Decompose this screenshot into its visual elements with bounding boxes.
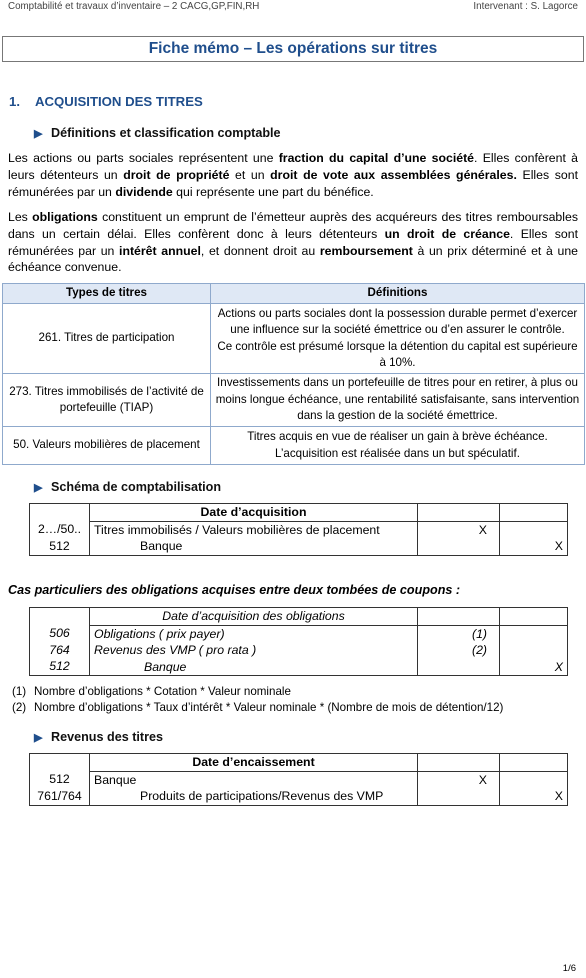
column-header-types: Types de titres bbox=[3, 284, 211, 304]
subheading-label: Revenus des titres bbox=[51, 730, 163, 744]
header-course: Comptabilité et travaux d’inventaire – 2 CACG,GP,FIN,RH bbox=[8, 1, 260, 12]
type-cell: 50. Valeurs mobilières de placement bbox=[3, 427, 211, 465]
note-item: (1) Nombre d’obligations * Cotation * Valeur nominale bbox=[12, 685, 291, 698]
table-row bbox=[3, 304, 585, 374]
debit-column: (1) (2) bbox=[418, 625, 500, 676]
page-title: Fiche mémo – Les opérations sur titres bbox=[2, 36, 584, 62]
type-cell: 261. Titres de participation bbox=[3, 304, 211, 374]
table-row bbox=[3, 427, 585, 465]
triangle-bullet-icon: ▶ bbox=[34, 732, 43, 744]
subheading-definitions bbox=[34, 126, 281, 140]
triangle-bullet-icon: ▶ bbox=[34, 128, 43, 140]
column-header-definitions: Définitions bbox=[211, 284, 585, 304]
definition-cell: Actions ou parts sociales dont la possession durable permet d’exercer une influence sur la société émettrice ou d’en assurer le contrôle. Ce contrôle est présumé lorsque la détention du capital est supérieure à 10%. bbox=[211, 304, 585, 374]
definition-cell: Investissements dans un portefeuille de titres pour en retirer, à plus ou moins longue échéance, une rentabilité satisfaisante, sans intervention dans la gestion de la société émettrice. bbox=[211, 374, 585, 427]
type-cell: 273. Titres immobilisés de l’activité de portefeuille (TIAP) bbox=[3, 374, 211, 427]
securities-types-table bbox=[2, 283, 585, 465]
journal-entry-obligations bbox=[29, 607, 568, 676]
account-labels: Obligations ( prix payer) Revenus des VMP ( pro rata ) Banque bbox=[90, 625, 418, 676]
subheading-revenus bbox=[34, 730, 163, 744]
page-header bbox=[0, 0, 586, 14]
account-labels: Titres immobilisés / Valeurs mobilières de placement Banque bbox=[90, 521, 418, 555]
subheading-label: Schéma de comptabilisation bbox=[51, 480, 222, 494]
section-label: ACQUISITION DES TITRES bbox=[35, 94, 203, 109]
credit-column: X bbox=[500, 521, 568, 555]
debit-column: X bbox=[418, 521, 500, 555]
debit-column: X bbox=[418, 771, 500, 805]
journal-entry-acquisition bbox=[29, 503, 568, 556]
special-case-title: Cas particuliers des obligations acquises entre deux tombées de coupons : bbox=[8, 583, 461, 597]
paragraph-obligations: Les obligations constituent un emprunt de l’émetteur auprès des acquéreurs des titres remboursables dans un certain délai. Elles confèrent donc à leurs détenteurs un droit de créance. Elles sont rémunérées par un intérêt annuel, et donnent droit au remboursement à un prix déterminé et à une échéance convenue. bbox=[8, 210, 579, 275]
formula-notes bbox=[12, 684, 503, 716]
subheading-schema bbox=[34, 480, 221, 494]
journal-entry-revenus bbox=[29, 753, 568, 806]
subheading-label: Définitions et classification comptable bbox=[51, 126, 281, 140]
account-numbers: 512 761/764 bbox=[30, 771, 90, 805]
entry-date: Date d’encaissement bbox=[90, 754, 418, 772]
paragraph-actions: Les actions ou parts sociales représentent une fraction du capital d’une société. Elles confèrent à leurs détenteurs un droit de propriété et un droit de vote aux assemblées générales. Elles sont rémunérées par un dividende qui représente une part du bénéfice. bbox=[8, 151, 579, 199]
definition-cell: Titres acquis en vue de réaliser un gain à brève échéance. L’acquisition est réalisée dans un but spéculatif. bbox=[211, 427, 585, 465]
credit-column: X bbox=[500, 771, 568, 805]
table-header-row bbox=[3, 284, 585, 304]
account-numbers: 2…/50.. 512 bbox=[30, 521, 90, 555]
account-labels: Banque Produits de participations/Revenus des VMP bbox=[90, 771, 418, 805]
triangle-bullet-icon: ▶ bbox=[34, 482, 43, 494]
entry-date: Date d’acquisition bbox=[90, 504, 418, 522]
account-numbers: 506 764 512 bbox=[30, 625, 90, 676]
page-number: 1/6 bbox=[562, 963, 576, 974]
section-number: 1. bbox=[9, 94, 20, 109]
header-teacher: Intervenant : S. Lagorce bbox=[473, 1, 578, 12]
entry-date: Date d’acquisition des obligations bbox=[90, 608, 418, 626]
credit-column: X bbox=[500, 625, 568, 676]
table-row bbox=[3, 374, 585, 427]
section-heading bbox=[9, 94, 203, 109]
note-item: (2) Nombre d’obligations * Taux d’intérêt * Valeur nominale * (Nombre de mois de détention/12) bbox=[12, 701, 504, 714]
